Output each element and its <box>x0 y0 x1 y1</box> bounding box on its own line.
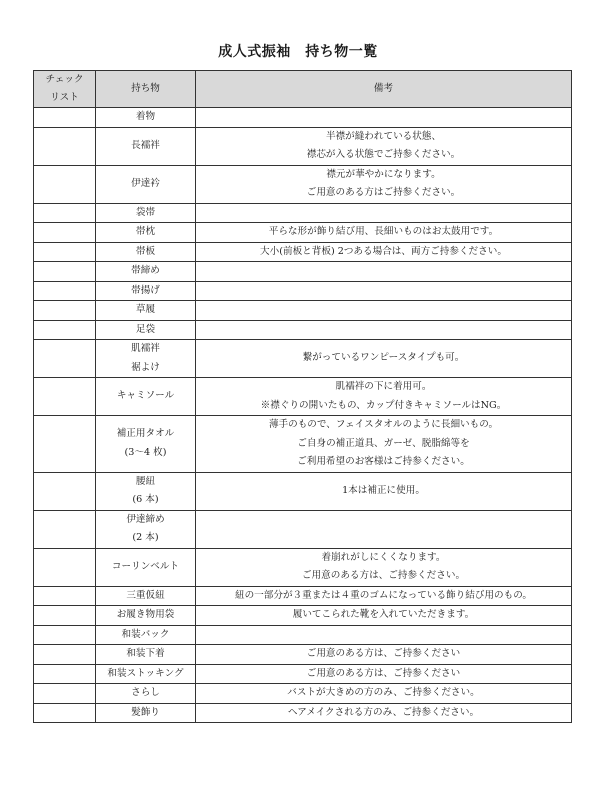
notes-text: 履いてこられた靴を入れていただきます。 <box>292 609 475 620</box>
notes-text: 襟元が華やかになります。 <box>326 168 441 180</box>
notes-text: ご利用希望のお客様はご持参ください。 <box>297 456 470 467</box>
item-cell <box>96 586 196 606</box>
notes-cell <box>196 165 572 203</box>
check-header-line: チェック <box>45 74 84 85</box>
notes-cell <box>196 510 572 548</box>
item-text: 補正用タオル <box>116 428 175 440</box>
notes-cell <box>196 606 572 626</box>
item-text: 足袋 <box>135 323 156 335</box>
item-cell <box>96 223 196 243</box>
check-header-line: リスト <box>50 92 79 103</box>
notes-cell <box>196 203 572 223</box>
item-cell <box>96 416 196 473</box>
notes-text: 紐の一部分が３重または４重のゴムになっている飾り結び用のもの。 <box>234 589 533 601</box>
notes-text: バストが大きめの方のみ、ご持参ください。 <box>287 687 480 698</box>
notes-cell <box>196 586 572 606</box>
checkbox-cell[interactable] <box>34 320 96 340</box>
item-text: (6 本) <box>132 494 159 505</box>
item-text: (3〜4 枚) <box>124 446 167 458</box>
item-cell <box>96 281 196 301</box>
checkbox-cell[interactable] <box>34 606 96 626</box>
notes-text: ヘアメイクされる方のみ、ご持参ください。 <box>287 706 480 718</box>
item-cell <box>96 606 196 626</box>
item-cell <box>96 548 196 586</box>
item-text: 帯板 <box>135 245 156 257</box>
table-row <box>34 510 572 548</box>
item-text: 伊達衿 <box>131 177 160 189</box>
item-text: 髪飾り <box>131 706 160 718</box>
notes-cell <box>196 416 572 473</box>
table-row <box>34 281 572 301</box>
table-row <box>34 625 572 645</box>
notes-cell <box>196 242 572 262</box>
checkbox-cell[interactable] <box>34 510 96 548</box>
item-text: コーリンベルト <box>111 560 180 572</box>
notes-text: 繋がっているワンピースタイプも可。 <box>302 352 465 364</box>
notes-cell <box>196 301 572 321</box>
item-text: 着物 <box>135 111 156 122</box>
notes-cell <box>196 645 572 665</box>
checkbox-cell[interactable] <box>34 281 96 301</box>
checkbox-cell[interactable] <box>34 301 96 321</box>
check-column-header <box>34 71 96 108</box>
checkbox-cell[interactable] <box>34 340 96 378</box>
item-cell <box>96 703 196 723</box>
item-text: 袋帯 <box>135 206 156 218</box>
checkbox-cell[interactable] <box>34 625 96 645</box>
table-row <box>34 703 572 723</box>
table-row <box>34 320 572 340</box>
notes-text: 肌襦袢の下に着用可。 <box>335 381 432 392</box>
table-row <box>34 108 572 128</box>
notes-cell <box>196 127 572 165</box>
item-cell <box>96 127 196 165</box>
belongings-table <box>33 70 572 723</box>
notes-text: 半襟が縫われている状態、 <box>325 130 442 142</box>
item-cell <box>96 645 196 665</box>
item-cell <box>96 320 196 340</box>
table-row <box>34 645 572 665</box>
notes-text: 平らな形が飾り結び用、長細いものはお太鼓用です。 <box>268 226 499 237</box>
item-text: さらし <box>131 687 160 698</box>
notes-text: 着崩れがしにくくなります。 <box>321 551 446 563</box>
checkbox-cell[interactable] <box>34 664 96 684</box>
notes-cell <box>196 378 572 416</box>
notes-column-header: 備考 <box>196 71 572 108</box>
item-column-header: 持ち物 <box>96 71 196 108</box>
item-cell <box>96 203 196 223</box>
notes-text: 薄手のもので、フェイスタオルのように長細いもの。 <box>268 419 499 430</box>
checkbox-cell[interactable] <box>34 165 96 203</box>
item-text: 長襦袢 <box>131 139 160 151</box>
item-cell <box>96 510 196 548</box>
page-title: 成人式振袖 持ち物一覧 <box>218 44 378 60</box>
notes-text: ご用意のある方は、ご持参ください <box>306 648 461 659</box>
item-text: 和装下着 <box>126 648 165 659</box>
notes-cell <box>196 223 572 243</box>
checkbox-cell[interactable] <box>34 586 96 606</box>
item-cell <box>96 378 196 416</box>
item-text: (2 本) <box>132 532 159 543</box>
item-cell <box>96 301 196 321</box>
checkbox-cell[interactable] <box>34 223 96 243</box>
notes-text: ご自身の補正道具、ガーゼ、脱脂綿等を <box>297 437 470 449</box>
item-cell <box>96 242 196 262</box>
notes-cell <box>196 262 572 282</box>
table-row <box>34 127 572 165</box>
notes-text: ご用意のある方は、ご持参ください <box>306 667 461 679</box>
table-row <box>34 606 572 626</box>
item-text: お履き物用袋 <box>116 609 175 620</box>
item-text: 三重仮紐 <box>126 589 165 601</box>
checkbox-cell[interactable] <box>34 472 96 510</box>
table-row <box>34 416 572 473</box>
item-text: 帯締め <box>131 265 160 276</box>
table-row <box>34 242 572 262</box>
table-row <box>34 472 572 510</box>
item-cell <box>96 165 196 203</box>
checkbox-cell[interactable] <box>34 127 96 165</box>
notes-cell <box>196 664 572 684</box>
notes-text: 襟芯が入る状態でご持参ください。 <box>306 149 461 160</box>
checkbox-cell[interactable] <box>34 684 96 704</box>
notes-cell <box>196 625 572 645</box>
item-cell <box>96 472 196 510</box>
item-text: 伊達締め <box>126 513 165 525</box>
item-cell <box>96 664 196 684</box>
table-body <box>34 108 572 723</box>
notes-cell <box>196 108 572 128</box>
table-row <box>34 586 572 606</box>
table-header-row <box>34 71 572 108</box>
table-row <box>34 203 572 223</box>
item-text: 和装ストッキング <box>107 667 184 679</box>
notes-cell <box>196 703 572 723</box>
table-row <box>34 378 572 416</box>
notes-text: 大小(前板と背板) 2つある場合は、両方ご持参ください。 <box>260 245 507 257</box>
notes-cell <box>196 548 572 586</box>
checkbox-cell[interactable] <box>34 108 96 128</box>
table-row <box>34 548 572 586</box>
item-text: 肌襦袢 <box>131 343 160 354</box>
notes-cell <box>196 320 572 340</box>
item-text: 裾よけ <box>131 361 160 373</box>
table-row <box>34 223 572 243</box>
item-text: キャミソール <box>116 390 175 402</box>
checkbox-cell[interactable] <box>34 548 96 586</box>
notes-cell <box>196 684 572 704</box>
checkbox-cell[interactable] <box>34 242 96 262</box>
item-text: 和装バック <box>121 628 170 640</box>
checkbox-cell[interactable] <box>34 378 96 416</box>
table-row <box>34 684 572 704</box>
notes-text: 1本は補正に使用。 <box>342 484 425 496</box>
checkbox-cell[interactable] <box>34 645 96 665</box>
item-text: 帯枕 <box>135 226 156 237</box>
item-cell <box>96 625 196 645</box>
item-cell <box>96 340 196 378</box>
checkbox-cell[interactable] <box>34 203 96 223</box>
table-row <box>34 664 572 684</box>
notes-cell <box>196 472 572 510</box>
item-cell <box>96 108 196 128</box>
notes-text: ご用意のある方は、ご持参ください。 <box>301 570 466 581</box>
table-row <box>34 165 572 203</box>
checkbox-cell[interactable] <box>34 703 96 723</box>
notes-text: ご用意のある方はご持参ください。 <box>306 187 461 198</box>
item-cell <box>96 684 196 704</box>
checkbox-cell[interactable] <box>34 262 96 282</box>
table-row <box>34 340 572 378</box>
item-text: 草履 <box>135 304 156 315</box>
item-text: 腰紐 <box>135 475 156 487</box>
item-text: 帯揚げ <box>131 284 160 296</box>
notes-text: ※襟ぐりの開いたもの、カップ付きキャミソールはNG。 <box>260 399 507 411</box>
table-row <box>34 301 572 321</box>
item-cell <box>96 262 196 282</box>
notes-cell <box>196 281 572 301</box>
checkbox-cell[interactable] <box>34 416 96 473</box>
table-row <box>34 262 572 282</box>
notes-cell <box>196 340 572 378</box>
